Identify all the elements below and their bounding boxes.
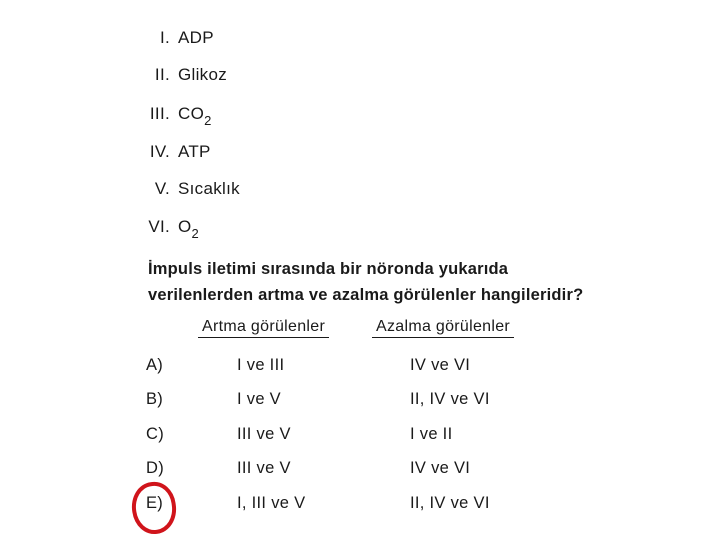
option-letter: A) — [146, 356, 164, 374]
option-letter: C) — [146, 425, 165, 443]
option-decrease: I ve II — [410, 425, 453, 443]
item-text: Glikoz — [178, 65, 228, 84]
option-decrease: IV ve VI — [410, 356, 471, 374]
option-increase: I, III ve V — [237, 494, 306, 512]
item-text: ATP — [178, 142, 211, 161]
item-subscript: 2 — [204, 113, 212, 128]
option-letter: D) — [146, 459, 165, 477]
item-text: ADP — [178, 28, 214, 47]
item-text: Sıcaklık — [178, 179, 240, 198]
item-subscript: 2 — [191, 226, 200, 241]
option-increase: III ve V — [237, 425, 291, 443]
increase-column-header: Artma görülenler — [198, 318, 329, 338]
option-c[interactable] — [0, 425, 720, 449]
item-number: IV. — [149, 142, 170, 161]
item-number: VI. — [148, 217, 170, 236]
option-increase: III ve V — [237, 459, 291, 477]
item-number: III. — [149, 104, 170, 123]
option-letter: E) — [146, 494, 164, 512]
option-decrease: IV ve VI — [410, 459, 471, 477]
option-increase: I ve III — [237, 356, 285, 374]
question-text: İmpuls iletimi sırasında bir nöronda yukarıda verilenlerden artma ve azalma görülenler hangileridir? — [148, 260, 584, 304]
item-text: CO — [178, 104, 205, 123]
answer-circle-mark — [129, 479, 180, 537]
item-number: V. — [154, 179, 170, 198]
option-b[interactable] — [0, 390, 720, 414]
decrease-column-header: Azalma görülenler — [372, 318, 514, 338]
option-a[interactable] — [0, 356, 720, 380]
option-letter: B) — [146, 390, 164, 408]
option-decrease: II, IV ve VI — [410, 494, 490, 512]
option-e[interactable] — [0, 494, 720, 518]
option-d[interactable] — [0, 459, 720, 483]
item-text: O — [178, 217, 192, 236]
item-number: II. — [154, 65, 170, 84]
option-increase: I ve V — [237, 390, 281, 408]
option-decrease: II, IV ve VI — [410, 390, 490, 408]
item-number: I. — [159, 28, 170, 47]
